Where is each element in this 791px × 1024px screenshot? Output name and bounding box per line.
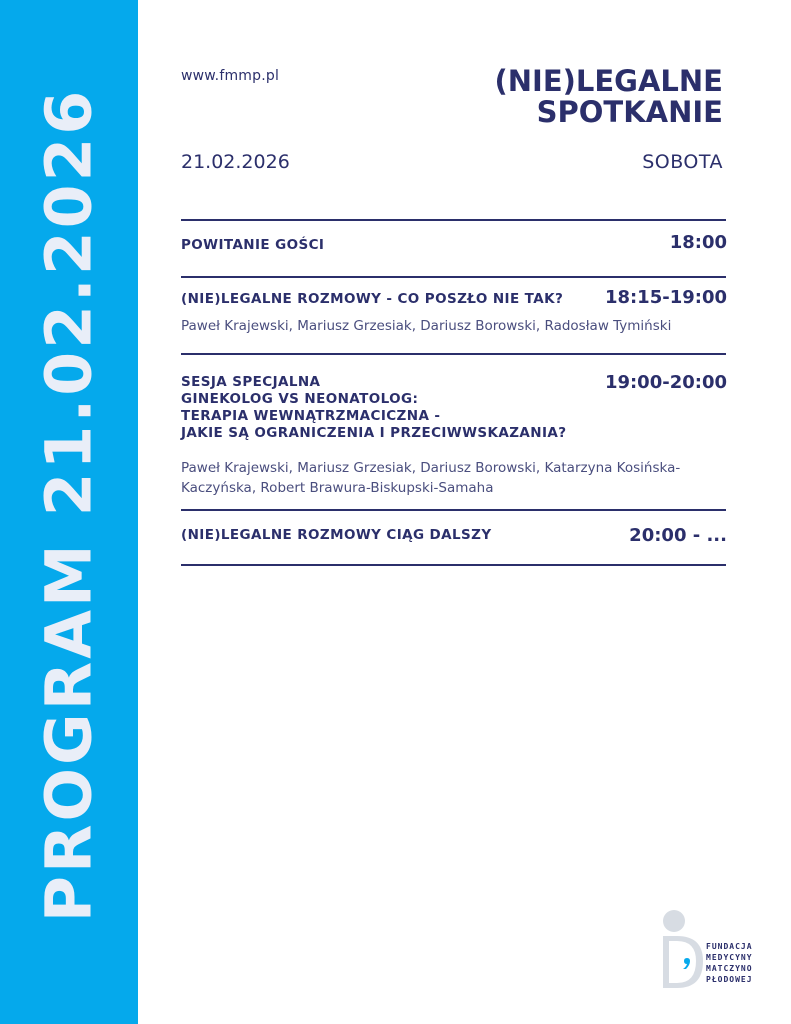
schedule-title-line: TERAPIA WEWNĄTRZMACICZNA - bbox=[181, 408, 441, 424]
website-link[interactable]: www.fmmp.pl bbox=[181, 68, 280, 84]
foundation-logo-text bbox=[706, 941, 753, 985]
event-date: 21.02.2026 bbox=[181, 151, 290, 173]
schedule-item-time: 19:00-20:00 bbox=[604, 372, 727, 393]
logo-text-line: MEDYCYNY bbox=[706, 953, 753, 962]
schedule-item-title bbox=[181, 374, 566, 442]
divider bbox=[181, 276, 726, 278]
logo-text-line: MATCZYNO bbox=[706, 964, 753, 973]
event-title bbox=[403, 66, 723, 128]
divider bbox=[181, 219, 726, 221]
schedule-title-line: SESJA SPECJALNA bbox=[181, 374, 321, 390]
schedule-item-title: (NIE)LEGALNE ROZMOWY CIĄG DALSZY bbox=[181, 527, 492, 543]
event-title-line-1: (NIE)LEGALNE bbox=[494, 64, 723, 98]
sidebar-band bbox=[0, 0, 138, 1024]
program-date-vertical-title: PROGRAM 21.02.2026 bbox=[32, 87, 106, 923]
schedule-item-time: 18:15-19:00 bbox=[604, 287, 727, 308]
schedule-item-time: 20:00 - ... bbox=[629, 525, 727, 546]
schedule-item-speakers: Paweł Krajewski, Mariusz Grzesiak, Dariusz Borowski, Katarzyna Kosińska-Kaczyńska, Robert Brawura-Biskupski-Samaha bbox=[181, 460, 681, 496]
schedule-title-line: JAKIE SĄ OGRANICZENIA I PRZECIWWSKAZANIA? bbox=[181, 425, 567, 441]
schedule-title-line: GINEKOLOG VS NEONATOLOG: bbox=[181, 391, 419, 407]
divider bbox=[181, 509, 726, 511]
event-title-line-2: SPOTKANIE bbox=[536, 95, 723, 129]
schedule-item-speakers: Paweł Krajewski, Mariusz Grzesiak, Dariusz Borowski, Radosław Tymiński bbox=[181, 318, 672, 334]
schedule-item-time: 18:00 bbox=[669, 232, 727, 253]
logo-text-line: FUNDACJA bbox=[706, 942, 753, 951]
schedule-item-title: POWITANIE GOŚCI bbox=[181, 237, 325, 253]
divider bbox=[181, 564, 726, 566]
divider bbox=[181, 353, 726, 355]
schedule-item-title: (NIE)LEGALNE ROZMOWY - CO POSZŁO NIE TAK? bbox=[181, 291, 564, 307]
event-weekday: SOBOTA bbox=[642, 151, 723, 173]
logo-text-line: PŁODOWEJ bbox=[706, 975, 753, 984]
